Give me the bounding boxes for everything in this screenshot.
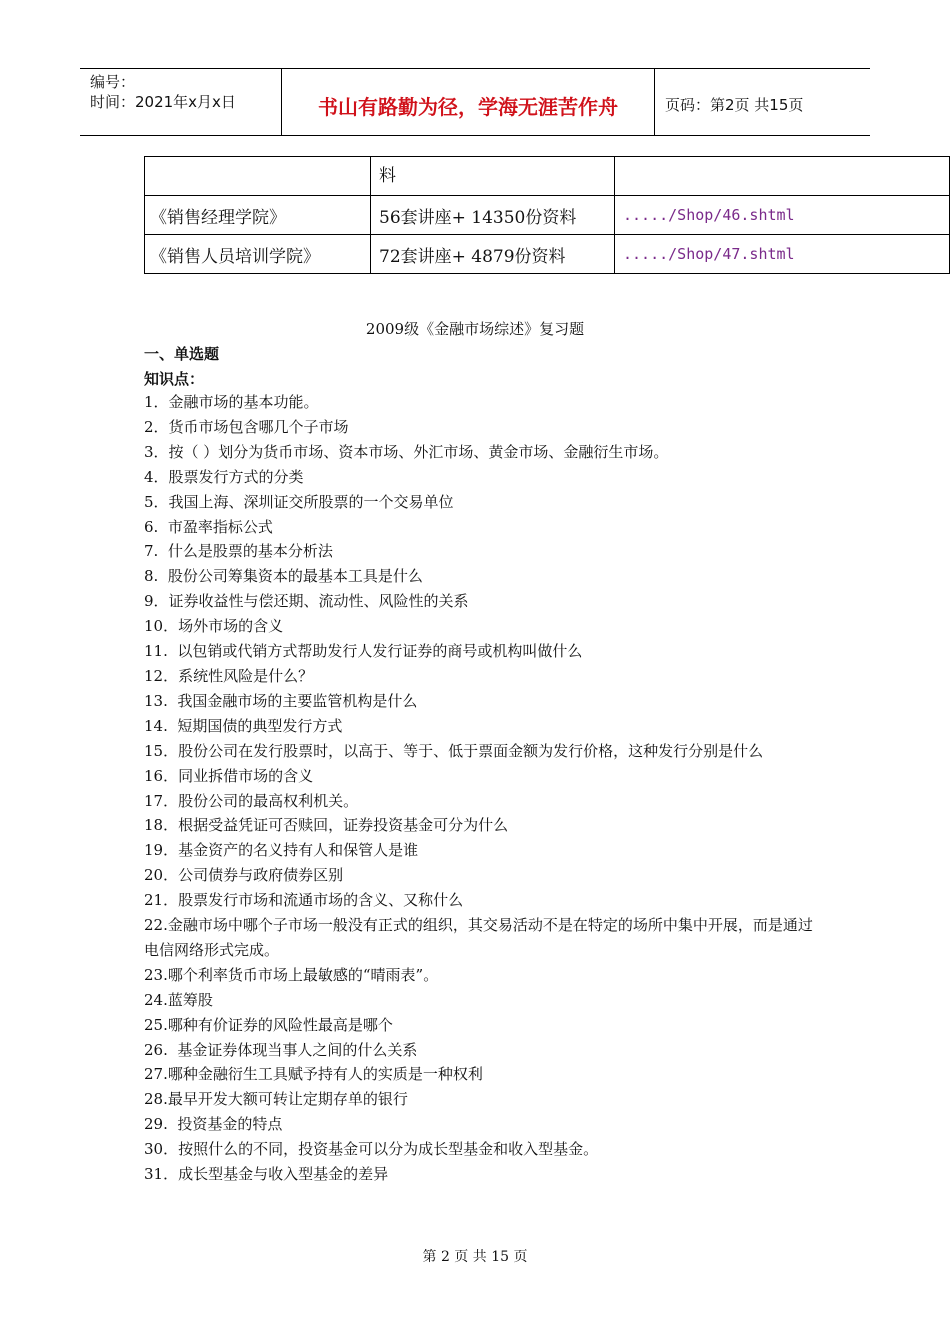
list-item: 13. 我国金融市场的主要监管机构是什么 bbox=[144, 691, 418, 710]
list-item: 6. 市盈率指标公式 bbox=[144, 517, 273, 536]
list-item: 22.金融市场中哪个子市场一般没有正式的组织，其交易活动不是在特定的场所中集中开展，而是通过电信网络形式完成。 bbox=[144, 916, 813, 959]
header-page-number: 页码：第2页 共15页 bbox=[665, 96, 804, 114]
shop-link[interactable]: ...../Shop/46.shtml bbox=[615, 196, 950, 235]
list-item: 15．股份公司在发行股票时，以高于、等于、低于票面金额为发行价格，这种发行分别是什么 bbox=[144, 741, 764, 760]
list-item: 9．证券收益性与偿还期、流动性、风险性的关系 bbox=[144, 592, 469, 611]
list-item: 26. 基金证券体现当事人之间的什么关系 bbox=[144, 1040, 418, 1059]
resource-table bbox=[144, 156, 950, 274]
table-cell bbox=[615, 157, 950, 196]
header-motto-cell bbox=[282, 69, 655, 135]
list-item: 20．公司债券与政府债券区别 bbox=[144, 866, 344, 885]
header-meta-cell bbox=[80, 69, 282, 135]
list-item: 17．股份公司的最高权利机关。 bbox=[144, 791, 359, 810]
list-item: 5．我国上海、深圳证交所股票的一个交易单位 bbox=[144, 492, 454, 511]
list-item: 8. 股份公司筹集资本的最基本工具是什么 bbox=[144, 567, 423, 586]
list-item: 7. 什么是股票的基本分析法 bbox=[144, 542, 333, 561]
list-item: 10．场外市场的含义 bbox=[144, 617, 284, 636]
list-item: 18．根据受益凭证可否赎回，证券投资基金可分为什么 bbox=[144, 816, 509, 835]
section-heading: 一、单选题 bbox=[144, 345, 220, 363]
header-number: 编号： bbox=[90, 73, 136, 91]
table-cell bbox=[145, 157, 371, 196]
list-item: 16．同业拆借市场的含义 bbox=[144, 766, 314, 785]
list-item: 29. 投资基金的特点 bbox=[144, 1115, 283, 1134]
header-time: 时间：2021年x月x日 bbox=[90, 93, 236, 111]
document-title: 2009级《金融市场综述》复习题 bbox=[365, 320, 585, 338]
list-item: 31．成长型基金与收入型基金的差异 bbox=[144, 1165, 389, 1184]
page-footer: 第 2 页 共 15 页 bbox=[422, 1249, 528, 1265]
header-page-cell bbox=[655, 69, 870, 135]
shop-link[interactable]: ...../Shop/47.shtml bbox=[615, 235, 950, 274]
question-list bbox=[144, 390, 824, 1187]
page-header bbox=[80, 68, 870, 136]
list-item: 2．货币市场包含哪几个子市场 bbox=[144, 417, 349, 436]
list-item: 25.哪种有价证券的风险性最高是哪个 bbox=[144, 1015, 393, 1034]
table-cell: 料 bbox=[371, 157, 615, 196]
list-item: 27.哪种金融衍生工具赋予持有人的实质是一种权利 bbox=[144, 1065, 483, 1084]
list-item: 19．基金资产的名义持有人和保管人是谁 bbox=[144, 841, 419, 860]
list-item: 28.最早开发大额可转让定期存单的银行 bbox=[144, 1090, 408, 1109]
list-item: 11. 以包销或代销方式帮助发行人发行证券的商号或机构叫做什么 bbox=[144, 642, 583, 661]
list-item: 4．股票发行方式的分类 bbox=[144, 467, 304, 486]
table-cell: 《销售经理学院》 bbox=[145, 196, 371, 235]
list-item: 30．按照什么的不同，投资基金可以分为成长型基金和收入型基金。 bbox=[144, 1140, 599, 1159]
header-motto: 书山有路勤为径，学海无涯苦作舟 bbox=[318, 95, 618, 119]
table-cell: 72套讲座+ 4879份资料 bbox=[371, 235, 615, 274]
list-item: 3．按（ ）划分为货币市场、资本市场、外汇市场、黄金市场、金融衍生市场。 bbox=[144, 442, 669, 461]
table-row bbox=[145, 157, 950, 196]
table-row bbox=[145, 235, 950, 274]
list-item: 23.哪个利率货币市场上最敏感的“晴雨表”。 bbox=[144, 965, 439, 984]
knowledge-points-label: 知识点： bbox=[144, 370, 205, 388]
table-row bbox=[145, 196, 950, 235]
list-item: 12．系统性风险是什么？ bbox=[144, 666, 314, 685]
table-cell: 《销售人员培训学院》 bbox=[145, 235, 371, 274]
list-item: 21．股票发行市场和流通市场的含义、又称什么 bbox=[144, 891, 464, 910]
list-item: 14. 短期国债的典型发行方式 bbox=[144, 716, 343, 735]
list-item: 24.蓝筹股 bbox=[144, 990, 213, 1009]
list-item: 1．金融市场的基本功能。 bbox=[144, 393, 319, 411]
table-cell: 56套讲座+ 14350份资料 bbox=[371, 196, 615, 235]
